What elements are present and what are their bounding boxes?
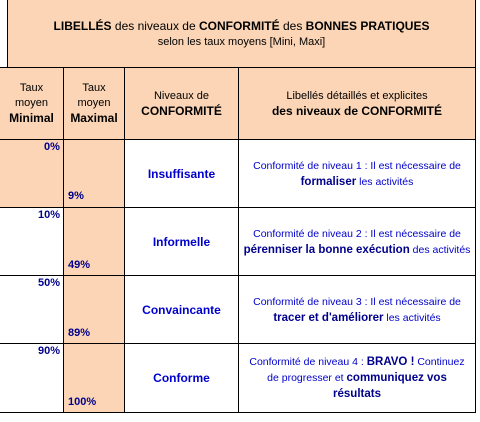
- min-rate-value: 10%: [38, 209, 61, 221]
- min-rate-value: 50%: [38, 277, 61, 289]
- level-description: Conformité de niveau 3 : Il est nécessaire de tracer et d'améliorer les activités: [253, 295, 461, 324]
- header-min-rate: Taux moyen Minimal: [9, 82, 54, 125]
- level-label: Informelle: [152, 234, 211, 249]
- grid-line: [63, 67, 64, 413]
- title-subtitle: selon les taux moyens [Mini, Maxi]: [157, 36, 326, 48]
- level-label: Conforme: [153, 371, 210, 385]
- grid-line: [475, 0, 476, 413]
- grid-line: [124, 67, 125, 413]
- max-rate-value: 100%: [68, 396, 97, 408]
- title-line: LIBELLÉS des niveaux de CONFORMITÉ des BONNES PRATIQUES: [53, 19, 430, 33]
- table-title: [8, 0, 475, 67]
- level-label: Insuffisante: [147, 166, 216, 181]
- level-description: Conformité de niveau 4 : BRAVO ! Continuez de progresser et communiquez vos résultats: [249, 356, 465, 400]
- min-rate-value: 90%: [38, 345, 61, 357]
- max-rate-value: 9%: [68, 190, 84, 202]
- header-max-rate: Taux moyen Maximal: [70, 82, 118, 125]
- grid-line: [238, 67, 239, 413]
- level-label: Convaincante: [142, 302, 221, 317]
- min-rate-value: 0%: [44, 141, 60, 153]
- grid-line: [7, 0, 8, 68]
- header-level: Niveaux de CONFORMITÉ: [141, 89, 222, 118]
- max-rate-value: 89%: [68, 327, 91, 339]
- header-description: Libellés détaillés et explicites des niveaux de CONFORMITÉ: [271, 89, 443, 118]
- level-description: Conformité de niveau 2 : Il est nécessaire de pérenniser la bonne exécution des activités: [243, 227, 471, 256]
- max-rate-value: 49%: [68, 259, 91, 271]
- level-description: Conformité de niveau 1 : Il est nécessaire de formaliser les activités: [253, 159, 461, 188]
